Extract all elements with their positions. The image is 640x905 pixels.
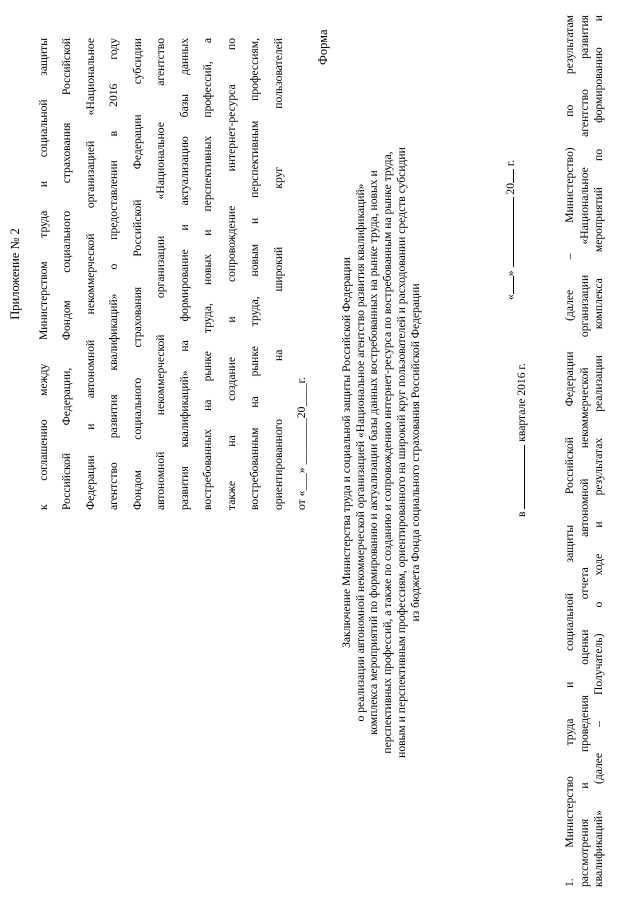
date-open-quote: « [504, 294, 517, 300]
month-blank [504, 198, 514, 268]
paragraph-line: рассмотрения и проведения оценки отчета автономной некоммерческой организации «Национальное агентство развития [577, 15, 591, 887]
year-prefix: 20 [504, 183, 517, 195]
annex-line: также на создание и сопровождение интернет-ресурса по [224, 38, 238, 510]
conclusion-line: Заключение Министерства труда и социальной защиты Российской Федерации [340, 257, 353, 648]
annex-line: востребованных на рынке труда, новых и перспективных профессий, а [201, 38, 214, 510]
quarter-prefix: в [515, 511, 528, 517]
annex-line: развития квалификаций» на формирование и актуализацию базы данных [177, 38, 191, 510]
date-close-quote: » [504, 270, 517, 277]
conclusion-line: новым и перспективным профессиям, ориентированного на широкий круг пользователей и расходовании средств субсидии [394, 147, 408, 758]
annex-line: автономной некоммерческой организации «Национальное агентство [154, 38, 167, 510]
paragraph-line: квалификаций» (далее – Получатель) о ходе и результатах реализации комплекса мероприятий по формированию и [592, 15, 605, 887]
body-paragraph [563, 15, 607, 887]
date-field [504, 160, 517, 300]
conclusion-line: о реализации автономной некоммерческой организацией «Национальное агентство развития квалификаций» [353, 183, 367, 722]
annex-line: Фондом социального страхования Российской Федерации субсидии [130, 38, 144, 510]
annex-line: ориентированного на широкий круг пользователей [271, 38, 285, 510]
conclusion-line: комплекса мероприятий по формированию и актуализации базы данных востребованных на рынке труда, новых и [367, 170, 381, 735]
annex-title: Приложение № 2 [8, 228, 22, 320]
quarter-blank [515, 445, 525, 509]
annex-header [4, 38, 314, 510]
annex-line: Федерации и автономной некоммерческой организацией «Национальное [83, 38, 97, 510]
annex-line: Российской Федерации, Фондом социального страхования Российской [60, 38, 73, 510]
quarter-field [515, 363, 528, 517]
annex-line: агентство развития квалификаций» о предоставлении в 2016 году [107, 38, 120, 510]
conclusion-title [340, 0, 422, 905]
day-blank [504, 276, 514, 294]
paragraph-line: 1. Министерство труда и социальной защиты Российской Федерации (далее – Министерство) по результатам [563, 15, 576, 887]
form-label: Форма [316, 29, 330, 65]
quarter-suffix: квартале 2016 г. [515, 363, 528, 442]
year-suffix: г. [504, 159, 517, 167]
annex-line: востребованным на рынке труда, новым и перспективным профессиям, [248, 38, 261, 510]
year-blank [504, 169, 514, 183]
conclusion-line: перспективных профессий, а также по созданию и сопровождению интернет-ресурса по востребованным на рынке труда, [381, 151, 395, 754]
annex-line: к соглашению между Министерством труда и социальной защиты [36, 38, 50, 510]
annex-date-line: от «___» ________20____г. [295, 377, 308, 510]
conclusion-line: из бюджета Фонда социального страхования Российской Федерации [408, 283, 422, 622]
